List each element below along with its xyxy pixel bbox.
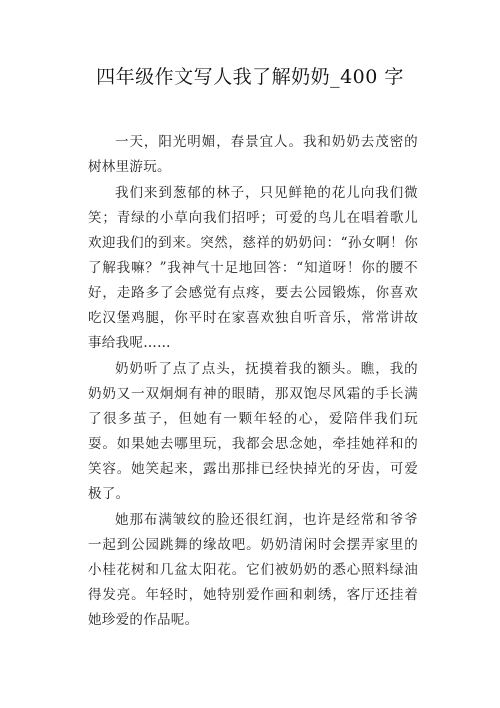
paragraph-2: 我们来到葱郁的林子，只见鲜艳的花儿向我们微笑；青绿的小草向我们招呼；可爱的鸟儿在唱着歌儿欢迎我们的到来。突然，慈祥的奶奶问：“孙女啊！你了解我嘛？”我神气十足地回答：“知道呀！你的腰不好，走路多了会感觉有点疼，要去公园锻炼，你喜欢吃汉堡鸡腿，你平时在家喜欢独自听音乐，常常讲故事给我呢…… bbox=[88, 185, 418, 351]
document-body bbox=[88, 130, 418, 634]
paragraph-1: 一天，阳光明媚，春景宜人。我和奶奶去茂密的树林里游玩。 bbox=[88, 134, 418, 175]
paragraph-3: 奶奶听了点了点头，抚摸着我的额头。瞧，我的奶奶又一双炯炯有神的眼睛，那双饱尽风霜的手长满了很多茧子，但她有一颗年轻的心，爱陪伴我们玩耍。如果她去哪里玩，我都会思念她，牵挂她祥和的笑容。她笑起来，露出那排已经快掉光的牙齿，可爱极了。 bbox=[88, 361, 418, 502]
document-title: 四年级作文写人我了解奶奶_400 字 bbox=[96, 66, 404, 88]
paragraph-4: 她那布满皱纹的脸还很红润，也许是经常和爷爷一起到公园跳舞的缘故吧。奶奶清闲时会摆弄家里的小桂花树和几盆太阳花。它们被奶奶的悉心照料绿油得发亮。年轻时，她特别爱作画和刺绣，客厅还挂着她珍爱的作品呢。 bbox=[88, 512, 418, 628]
